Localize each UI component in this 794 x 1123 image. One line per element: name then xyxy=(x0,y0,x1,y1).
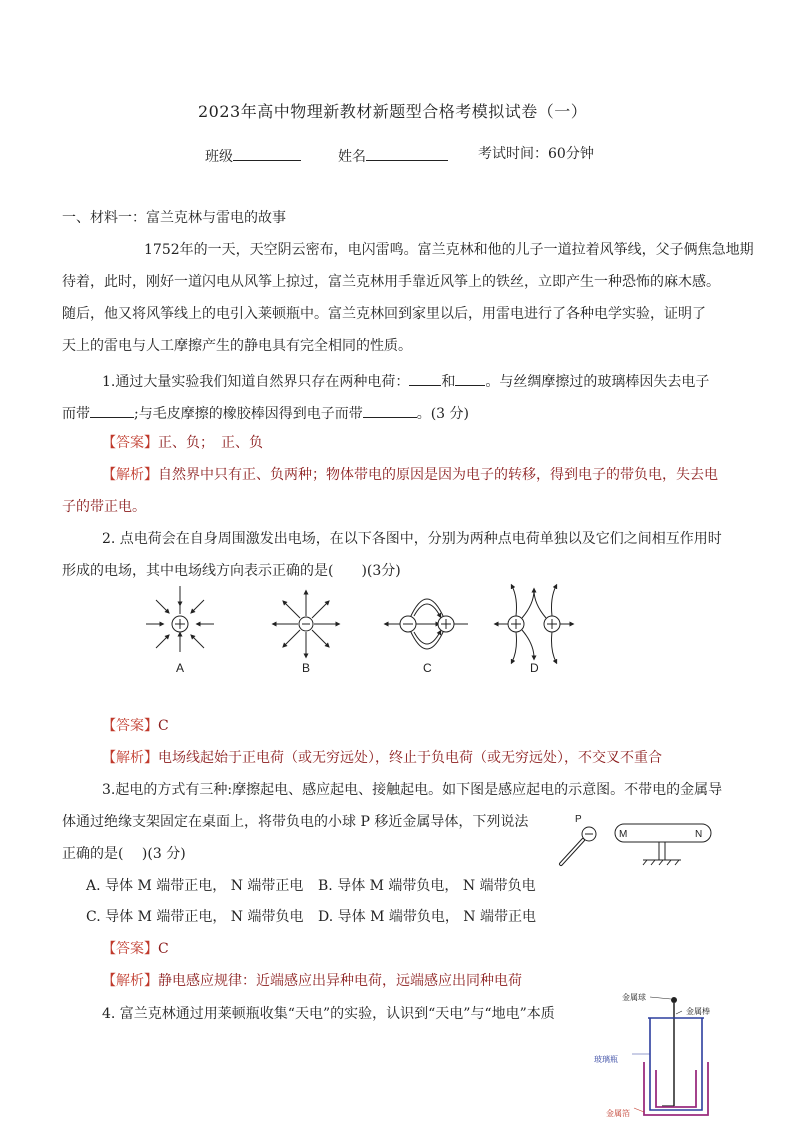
class-blank[interactable] xyxy=(233,146,301,161)
q2-analysis xyxy=(102,750,662,766)
q1-blank-2[interactable] xyxy=(455,371,485,386)
figure-d-label: D xyxy=(530,661,539,675)
q3-line-2: 体通过绝缘支架固定在桌面上，将带负电的小球 P 移近金属导体，下列说法 xyxy=(62,814,529,830)
figure-c-label: C xyxy=(423,661,432,675)
class-label: 班级 xyxy=(205,149,233,165)
name-label: 姓名 xyxy=(338,149,366,165)
answer-tag: 【答案】 xyxy=(102,718,158,734)
q1-answer xyxy=(102,435,263,451)
q1-text-a: 1.通过大量实验我们知道自然界只存在两种电荷： xyxy=(102,374,410,390)
figure-b-label: B xyxy=(302,661,311,675)
q3-option-c[interactable]: C. 导体 M 端带正电， N 端带负电 xyxy=(86,909,304,925)
analysis-tag: 【解析】 xyxy=(102,750,158,766)
q3-analysis-text: 静电感应规律：近端感应出异种电荷，远端感应出同种电荷 xyxy=(158,973,522,989)
fig-n-label: N xyxy=(695,829,703,840)
q1-text-b: 和 xyxy=(441,374,456,390)
analysis-tag: 【解析】 xyxy=(102,467,158,483)
fig-jar-label: 玻璃瓶 xyxy=(594,1055,618,1064)
q1-analysis-text: 自然界中只有正、负两种；物体带电的原因是因为电子的转移，得到电子的带负电，失去电 xyxy=(158,467,718,483)
fig-m-label: M xyxy=(619,829,628,840)
answer-tag: 【答案】 xyxy=(102,435,158,451)
answer-tag: 【答案】 xyxy=(102,941,158,957)
q3-answer xyxy=(102,941,169,957)
q1-text-f: 。(3 分) xyxy=(416,406,469,422)
q1-blank-1[interactable] xyxy=(409,371,441,386)
q2-answer-text: C xyxy=(158,718,169,734)
q1-blank-4[interactable] xyxy=(363,403,417,418)
figure-a-label: A xyxy=(176,661,185,675)
q3-option-a[interactable]: A. 导体 M 端带正电， N 端带正电 xyxy=(86,878,304,894)
q3-line-3: 正确的是( )(3 分) xyxy=(62,846,186,862)
q1-answer-text: 正、负； 正、负 xyxy=(158,435,263,451)
q3-option-b[interactable]: B. 导体 M 端带负电， N 端带负电 xyxy=(318,878,536,894)
q3-answer-text: C xyxy=(158,941,169,957)
section-heading: 一、材料一：富兰克林与雷电的故事 xyxy=(62,210,286,226)
figure-c xyxy=(386,599,468,649)
q1-analysis-1 xyxy=(102,467,718,483)
q1-blank-3[interactable] xyxy=(90,403,134,418)
q3-option-d[interactable]: D. 导体 M 端带负电， N 端带正电 xyxy=(318,909,537,925)
name-blank[interactable] xyxy=(366,146,448,161)
story-line-4: 天上的雷电与人工摩擦产生的静电具有完全相同的性质。 xyxy=(62,338,412,354)
q3-line-1: 3.起电的方式有三种:摩擦起电、感应起电、接触起电。如下图是感应起电的示意图。不带电的金属导 xyxy=(102,782,723,798)
fig-p-label: P xyxy=(575,814,582,825)
insulating-stand xyxy=(643,842,681,865)
q1-analysis-2: 子的带正电。 xyxy=(62,499,146,515)
story-line-3: 随后，他又将风筝线上的电引入莱顿瓶中。富兰克林回到家里以后，用雷电进行了各种电学实验，证明了 xyxy=(62,306,706,322)
q1-line-1 xyxy=(102,371,709,390)
q2-analysis-text: 电场线起始于正电荷（或无穷远处），终止于负电荷（或无穷远处），不交叉不重合 xyxy=(158,750,662,766)
q1-text-d: 而带 xyxy=(62,406,90,422)
q3-analysis xyxy=(102,973,522,989)
q1-text-e: ;与毛皮摩擦的橡胶棒因得到电子而带 xyxy=(134,406,363,422)
metal-foil xyxy=(644,1062,708,1115)
field-lines-figure xyxy=(140,582,580,686)
story-line-2: 待着，此时，刚好一道闪电从风筝上掠过，富兰克林用手靠近风筝上的铁丝，立即产生一种恐怖的麻木感。 xyxy=(62,274,720,290)
induction-figure xyxy=(555,812,715,868)
fig-ball-label: 金属球 xyxy=(622,993,646,1002)
class-field-label xyxy=(205,146,301,165)
q2-line-1: 2. 点电荷会在自身周围激发出电场，在以下各图中，分别为两种点电荷单独以及它们之间相互作用时 xyxy=(102,531,722,547)
page-title: 2023年高中物理新教材新题型合格考模拟试卷（一） xyxy=(198,102,588,121)
leyden-jar-figure xyxy=(590,990,724,1120)
q1-line-2 xyxy=(62,403,469,422)
q2-answer xyxy=(102,718,169,734)
analysis-tag: 【解析】 xyxy=(102,973,158,989)
q4-line-1: 4. 富兰克林通过用莱顿瓶收集“天电”的实验，认识到“天电”与“地电”本质 xyxy=(102,1006,555,1022)
figure-b xyxy=(274,592,338,656)
figure-d xyxy=(496,586,572,662)
story-line-1: 1752年的一天，天空阴云密布，电闪雷鸣。富兰克林和他的儿子一道拉着风筝线，父子俩焦急地期 xyxy=(144,242,754,258)
name-field-label xyxy=(338,146,448,165)
q2-line-2: 形成的电场，其中电场线方向表示正确的是( )(3分) xyxy=(62,563,401,579)
metal-ball xyxy=(671,997,677,1003)
figure-a xyxy=(146,586,214,652)
fig-foil-label: 金属箔 xyxy=(606,1109,630,1118)
fig-rod-label: 金属棒 xyxy=(686,1007,710,1016)
exam-time: 考试时间：60分钟 xyxy=(478,146,594,162)
q1-text-c: 。与丝绸摩擦过的玻璃棒因失去电子 xyxy=(485,374,710,390)
